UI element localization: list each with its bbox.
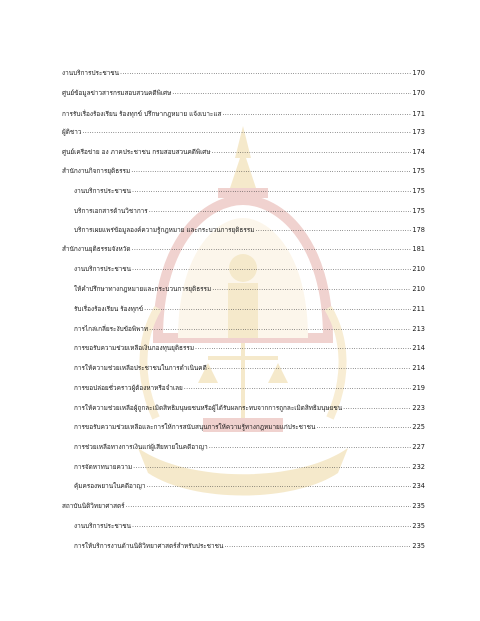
toc-entry-page: 232 — [412, 463, 425, 471]
toc-entry-page: 211 — [412, 305, 425, 313]
toc-entry[interactable] — [74, 226, 425, 235]
toc-entry-page: 235 — [412, 542, 425, 550]
toc-entry-page: 214 — [412, 344, 425, 352]
toc-entry-title: ผู้ติชาว — [62, 128, 82, 136]
dot-leader — [343, 403, 411, 412]
toc-entry[interactable] — [74, 364, 425, 373]
toc-entry-title: บริการเผยแพร่ข้อมูลองค์ความรู้กฎหมาย และกระบวนการยุติธรรม — [74, 226, 255, 234]
dot-leader — [133, 462, 411, 471]
dot-leader — [120, 68, 411, 77]
toc-entry-title: การขอรับความช่วยเหลือและการให้การสนับสนุนการให้ความรู้ทางกฎหมายแก่ประชาชน — [74, 423, 316, 431]
dot-leader — [82, 127, 411, 136]
toc-entry[interactable] — [62, 167, 425, 176]
toc-entry[interactable] — [74, 384, 425, 393]
toc-entry-page: 210 — [412, 285, 425, 293]
toc-entry[interactable] — [74, 285, 425, 294]
toc-entry-title: ให้คำปรึกษาทางกฎหมายและกระบวนการยุติธรรม — [74, 285, 212, 293]
dot-leader — [132, 264, 411, 273]
toc-entry[interactable] — [74, 482, 425, 491]
toc-entry-title: สำนักงานยุติธรรมจังหวัด — [62, 245, 131, 253]
dot-leader — [132, 521, 411, 530]
dot-leader — [212, 147, 412, 156]
toc-entry-title: สถาบันนิติวิทยาศาสตร์ — [62, 502, 125, 510]
toc-entry[interactable] — [62, 128, 425, 137]
toc-entry-title: งานบริการประชาชน — [74, 187, 132, 195]
toc-entry-title: บริการเอกสารด้านวิชาการ — [74, 207, 148, 215]
toc-entry[interactable] — [74, 404, 425, 413]
toc-entry-page: 175 — [412, 187, 425, 195]
dot-leader — [149, 324, 411, 333]
toc-entry-title: การช่วยเหลือทางการเงินแก่ผู้เสียหายในคดีอาญา — [74, 443, 208, 451]
toc-entry-title: ศูนย์เครือข่าย อง ภาคประชาชน กรมสอบสวนคดีพิเศษ — [62, 148, 211, 156]
toc-entry-page: 175 — [412, 167, 425, 175]
toc-entry-title: ศูนย์ข้อมูลข่าวสารกรมสอบสวนคดีพิเศษ — [62, 89, 172, 97]
toc-entry-page: 174 — [412, 148, 425, 156]
toc-entry[interactable] — [74, 522, 425, 531]
toc-entry[interactable] — [62, 245, 425, 254]
dot-leader — [208, 363, 412, 372]
toc-entry-title: การให้ความช่วยเหลือผู้ถูกละเมิดสิทธิมนุษยชนหรือผู้ได้รับผลกระทบจากการถูกละเมิดสิทธิมนุษยชน — [74, 404, 343, 412]
toc-entry-page: 223 — [412, 404, 425, 412]
toc-entry-page: 235 — [412, 522, 425, 530]
dot-leader — [132, 186, 411, 195]
toc-entry-page: 175 — [412, 207, 425, 215]
toc-entry-page: 213 — [412, 325, 425, 333]
toc-entry-page: 173 — [412, 128, 425, 136]
dot-leader — [184, 383, 412, 392]
toc-entry-title: การไกล่เกลี่ยระงับข้อพิพาท — [74, 325, 149, 333]
toc-entry[interactable] — [62, 69, 425, 78]
toc-entry-title: การรับเรื่องร้องเรียน ร้องทุกข์ ปรึกษากฎหมาย แจ้งเบาะแส — [62, 110, 222, 118]
toc-entry-page: 171 — [412, 110, 425, 118]
toc-entry[interactable] — [74, 187, 425, 196]
dot-leader — [144, 304, 411, 313]
toc-entry-title: คุ้มครองพยานในคดีอาญา — [74, 482, 146, 490]
toc-entry[interactable] — [74, 265, 425, 274]
toc-entry-title: การให้ความช่วยเหลือประชาชนในการดำเนินคดี — [74, 364, 207, 372]
dot-leader — [222, 109, 411, 118]
toc-entry[interactable] — [74, 542, 425, 551]
toc-entry[interactable] — [74, 344, 425, 353]
dot-leader — [132, 244, 412, 253]
toc-entry[interactable] — [74, 443, 425, 452]
toc-entry-title: การให้บริการงานด้านนิติวิทยาศาสตร์สำหรับประชาชน — [74, 542, 224, 550]
dot-leader — [316, 422, 411, 431]
toc-entry-title: การขอปล่อยชั่วคราวผู้ต้องหาหรือจำเลย — [74, 384, 183, 392]
toc-entry-page: 170 — [412, 69, 425, 77]
dot-leader — [172, 88, 411, 97]
toc-entry[interactable] — [62, 148, 425, 157]
toc-entry-title: รับเรื่องร้องเรียน ร้องทุกข์ — [74, 305, 144, 313]
toc-entry[interactable] — [74, 463, 425, 472]
toc-entry-page: 170 — [412, 89, 425, 97]
toc-entry-title: งานบริการประชาชน — [62, 69, 120, 77]
toc-entry-page: 219 — [412, 384, 425, 392]
toc-entry[interactable] — [62, 110, 425, 119]
toc-entry-title: สำนักงานกิจการยุติธรรม — [62, 167, 131, 175]
toc-entry-page: 181 — [412, 245, 425, 253]
dot-leader — [209, 442, 412, 451]
dot-leader — [212, 284, 411, 293]
toc-entry[interactable] — [74, 325, 425, 334]
dot-leader — [255, 225, 411, 234]
dot-leader — [224, 541, 411, 550]
toc-entry-page: 178 — [412, 226, 425, 234]
toc-entry-title: งานบริการประชาชน — [74, 522, 132, 530]
toc-entry-page: 214 — [412, 364, 425, 372]
toc-entry[interactable] — [62, 502, 425, 511]
dot-leader — [195, 343, 411, 352]
dot-leader — [131, 166, 411, 175]
toc-entry-page: 234 — [412, 482, 425, 490]
toc-entry-page: 227 — [412, 443, 425, 451]
toc-entry-page: 210 — [412, 265, 425, 273]
toc-entry-title: การจัดหาทนายความ — [74, 463, 133, 471]
toc-entry[interactable] — [62, 89, 425, 98]
toc-entry-page: 225 — [412, 423, 425, 431]
toc-entry[interactable] — [74, 423, 425, 432]
toc-entry[interactable] — [74, 305, 425, 314]
dot-leader — [126, 501, 412, 510]
dot-leader — [146, 481, 411, 490]
toc-entry-page: 235 — [412, 502, 425, 510]
toc-entry-title: การขอรับความช่วยเหลือเงินกองทุนยุติธรรม — [74, 344, 195, 352]
dot-leader — [149, 206, 412, 215]
toc-entry-title: งานบริการประชาชน — [74, 265, 132, 273]
toc-entry[interactable] — [74, 207, 425, 216]
